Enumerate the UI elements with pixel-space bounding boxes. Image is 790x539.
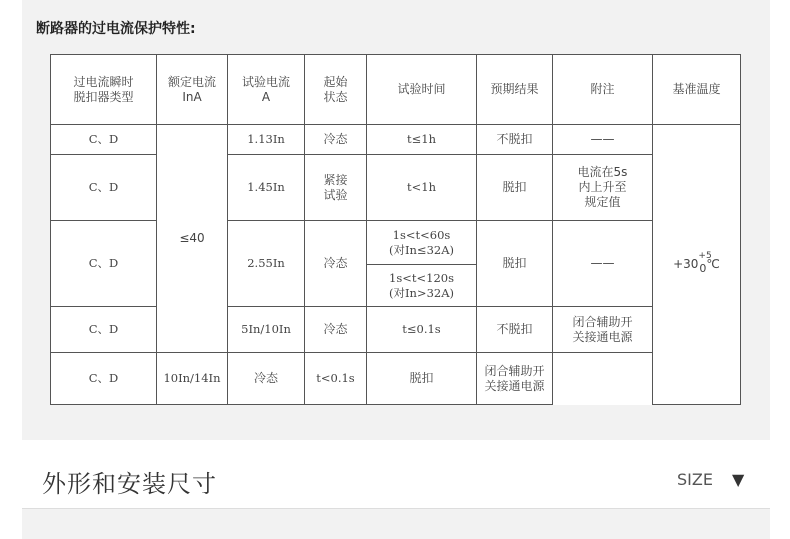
cell-test-current: 10In/14In <box>157 353 228 405</box>
cell-note: —— <box>553 221 653 307</box>
cell-type: C、D <box>51 353 157 405</box>
bottom-divider-band <box>22 508 770 539</box>
cell-start-state: 冷态 <box>305 221 367 307</box>
base-temp-main: +30 <box>673 257 699 271</box>
size-label: SIZE <box>677 470 713 489</box>
cell-base-temp <box>653 125 741 405</box>
cell-start-state: 冷态 <box>305 125 367 155</box>
header-rated-current: 额定电流 InA <box>157 55 228 125</box>
base-temp-sup: +5 <box>698 250 712 261</box>
cell-test-time: t<1h <box>367 155 477 221</box>
cell-note: —— <box>553 125 653 155</box>
cell-test-time: t≤1h <box>367 125 477 155</box>
cell-test-time-b: 1s<t<120s (对In>32A) <box>367 265 477 307</box>
cell-start-state: 紧接 试验 <box>305 155 367 221</box>
cell-test-current: 2.55In <box>228 221 305 307</box>
header-expected-result: 预期结果 <box>477 55 553 125</box>
base-temp-sub: 0 <box>699 261 707 275</box>
overcurrent-protection-table <box>50 54 741 405</box>
cell-result: 脱扣 <box>477 221 553 307</box>
cell-note: 电流在5s 内上升至 规定值 <box>553 155 653 221</box>
header-base-temp: 基准温度 <box>653 55 741 125</box>
base-temp-unit: ℃ <box>706 257 720 271</box>
cell-type: C、D <box>51 125 157 155</box>
cell-test-current: 1.13In <box>228 125 305 155</box>
header-notes: 附注 <box>553 55 653 125</box>
table-row <box>51 221 741 265</box>
cell-type: C、D <box>51 155 157 221</box>
table-row <box>51 353 741 405</box>
header-start-state: 起始 状态 <box>305 55 367 125</box>
table-row <box>51 125 741 155</box>
cell-result: 不脱扣 <box>477 125 553 155</box>
cell-result: 脱扣 <box>367 353 477 405</box>
cell-test-time: t≤0.1s <box>367 307 477 353</box>
table-row <box>51 155 741 221</box>
cell-result: 脱扣 <box>477 155 553 221</box>
section-title: 断路器的过电流保护特性: <box>36 21 196 37</box>
cell-start-state: 冷态 <box>228 353 305 405</box>
header-test-current: 试验电流 A <box>228 55 305 125</box>
cell-test-time: t<0.1s <box>305 353 367 405</box>
cell-type: C、D <box>51 221 157 307</box>
cell-type: C、D <box>51 307 157 353</box>
header-test-time: 试验时间 <box>367 55 477 125</box>
triangle-down-icon[interactable]: ▼ <box>732 470 745 489</box>
table-row <box>51 307 741 353</box>
cell-test-current: 5In/10In <box>228 307 305 353</box>
cell-test-current: 1.45In <box>228 155 305 221</box>
header-row <box>51 55 741 125</box>
cell-note: 闭合辅助开 关接通电源 <box>477 353 553 405</box>
cell-start-state: 冷态 <box>305 307 367 353</box>
cell-test-time-a: 1s<t<60s (对In≤32A) <box>367 221 477 265</box>
cell-rated-current: ≤40 <box>157 125 228 353</box>
size-section-title: 外形和安装尺寸 <box>42 470 217 498</box>
header-type: 过电流瞬时 脱扣器类型 <box>51 55 157 125</box>
size-section-header[interactable] <box>22 440 770 510</box>
cell-note: 闭合辅助开 关接通电源 <box>553 307 653 353</box>
cell-result: 不脱扣 <box>477 307 553 353</box>
